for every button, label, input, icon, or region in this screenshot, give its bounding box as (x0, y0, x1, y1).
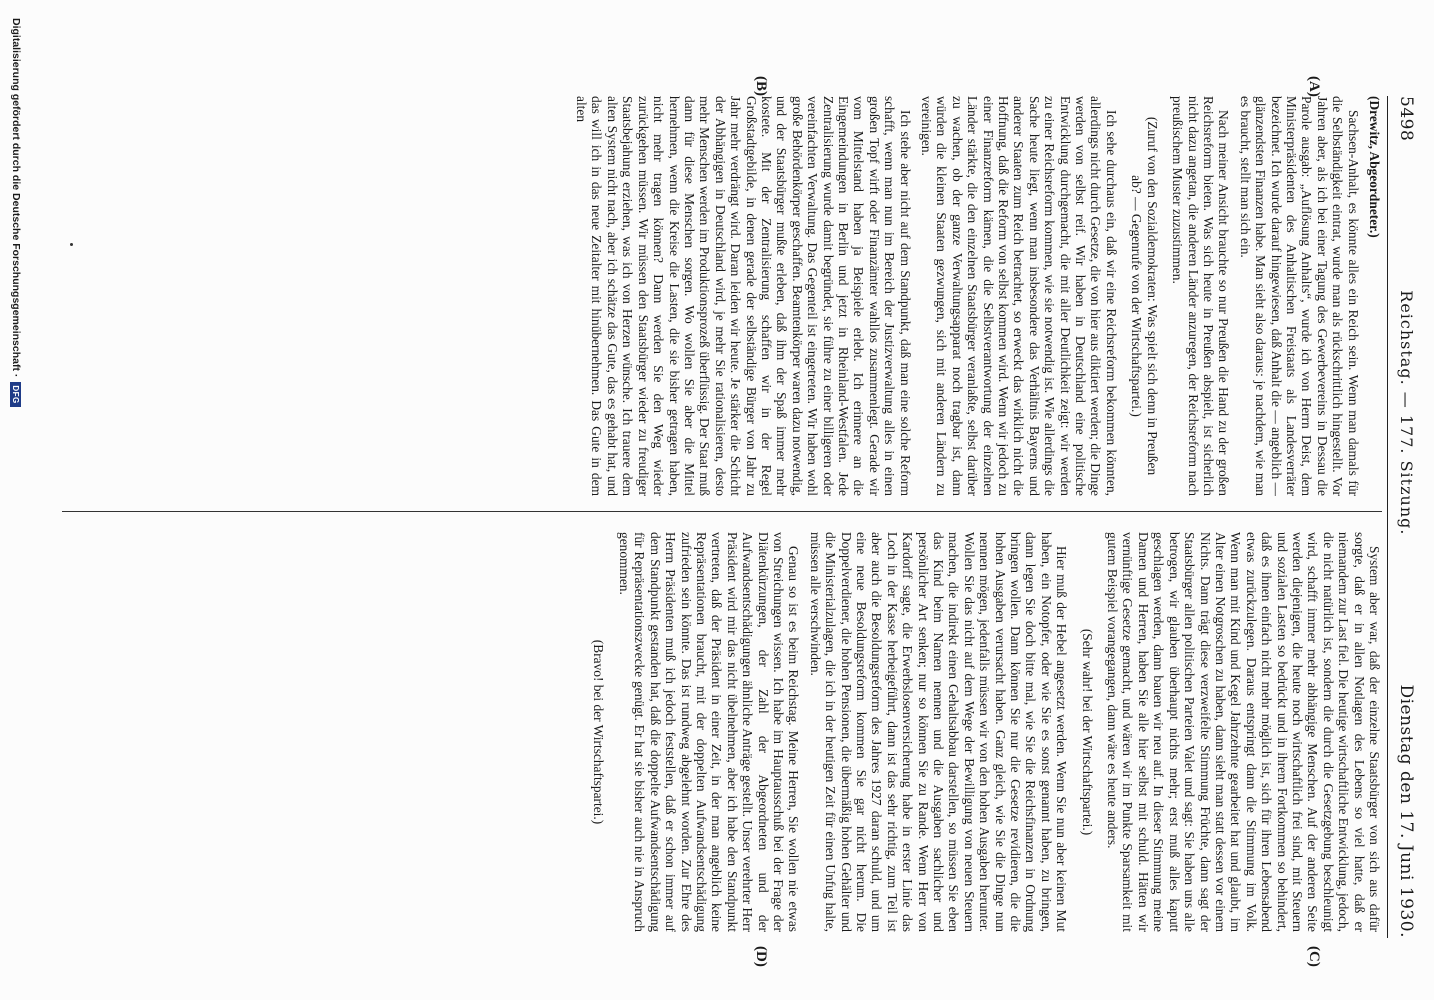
credit-text: Digitalisierung gefördert durch die Deutsche Forschungsgemeinschaft · (10, 18, 22, 378)
running-head (1396, 96, 1416, 938)
paragraph: Genau so ist es beim Reichstag. Meine Herren, Sie wollen nie etwas von Streichungen wissen. Ich habe im Hauptausschuß bei der Frage der Diätenkürzungen, der Zahl der Abgeordneten und der Aufwandsentschädigungen ähnliche Anträge gestellt. Unser verehrter Herr Präsident wird mir das nicht übelnehmen, aber ich habe den Standpunkt vertreten, daß der Präsident in einer Zeit, in der man angeblich keine Repräsentationen braucht, mit der doppelten Aufwandsentschädigung zufrieden sein könnte. Das ist rundweg abgelehnt worden. Zur Ehre des Herrn Präsidenten muß ich jedoch feststellen, daß er schon immer auf dem Standpunkt gestanden hat, daß die doppelte Aufwandsentschädigung für Repräsentationszwecke genügt. Er hat sie bisher auch nie in Anspruch genommen. (616, 532, 802, 932)
stage-direction: (Zuruf von den Sozialdemokraten: Was spielt sich denn in Preußen ab? — Gegenrufe von der Wirtschaftspartei.) (1129, 116, 1160, 476)
stage-direction: (Bravo! bei der Wirtschaftspartei.) (591, 639, 607, 825)
left-column (62, 96, 1382, 496)
paragraph: Ich sehe durchaus ein, daß wir eine Reichsreform bekommen könnten, allerdings nicht durch Gesetze, die von hier aus diktiert werden; die Dinge werden von selbst reif. Wir haben in Deutschland eine politische Entwicklung durchgemacht, die mit aller Deutlichkeit zeigt: wir werden zu einer Reichsreform kommen, wie sie notwendig ist. Wie allerdings die Sache heute liegt, wenn man insbesondere das Verhältnis Bayerns und anderer Staaten zum Reich betrachtet, so erweckt das wirklich nicht die Hoffnung, daß die Reform von selbst kommen wird. Wenn wir jedoch zu einer Finanzreform kämen, die die Selbstverantwortung der einzelnen Länder stärkte, die den einzelnen Staatsbürger veranlaßte, selbst darüber zu wachen, ob der ganze Verwaltungsapparat noch tragbar ist, dann würden die kleinen Staaten gezwungen, sich mit anderen Ländern zu vereinigen. (919, 96, 1119, 496)
paragraph: Ich stehe aber nicht auf dem Standpunkt, daß man eine solche Reform schafft, wenn man nun im Bereich der Justizverwaltung alles in einen großen Topf wirft oder Finanzämter wahllos zusammenlegt. Gerade wir vom Mittelstand haben ja Beispiele erlebt. Ich erinnere an die Eingemeindungen in Berlin und jetzt in Rheinland-Westfalen. Jede Zentralisierung wurde damit begründet, sie führe zu einer billigeren oder vereinfachten Verwaltung. Das Gegenteil ist eingetreten. Wir haben wohl große Behördenkörper geschaffen. Beamtenkörper waren dazu notwendig, und der Staatsbürger mußte erleben, daß ihm der Spaß immer mehr kostete. Mit der Zentralisierung schaffen wir in der Regel Großstadtgebilde, in denen gerade der selbständige Bürger von Jahr zu Jahr mehr verdrängt wird. Daran leiden wir heute. Je stärker die Schicht der Abhängigen in Deutschland wird, je mehr Sie rationalisieren, desto mehr Menschen werden im Produktionsprozeß überflüssig. Der Staat muß dann für diese Menschen sorgen. Wo wollen Sie aber die Mittel hernehmen, wenn die Kreise die Lasten, die sie bisher getragen haben, nicht mehr tragen können? Dann werden Sie den Weg wieder zurückgehen müssen. Wir müssen den Staatsbürger wieder zu freudiger Staatsbejahung erziehen, was ich von Herzen wünsche. Ich trauere dem alten System nicht nach, aber ich schätze das Gute, das es gehabt hat, und das will ich in das neue Zeitalter mit hinübernehmen. Das Gute in dem alten (574, 96, 913, 496)
stage-direction: (Sehr wahr! bei der Wirtschaftspartei.) (1079, 628, 1095, 836)
paragraph: System aber war, daß der einzelne Staatsbürger von sich aus dafür sorgte, daß er in allen Notlagen des Lebens so viel hatte, daß er niemandem zur Last fiel. Die heutige wirtschaftliche Entwicklung, jedoch, die nicht natürlich ist, sondern die durch die Gesetzgebung beschleunigt wird, schafft immer mehr abhängige Menschen. Auf der anderen Seite werden diejenigen, die heute noch wirtschaftlich frei sind, mit Steuern und sozialen Lasten so bedrückt und in ihrem Fortkommen so behindert, daß es ihnen einfach nicht mehr möglich ist, sich für ihren Lebensabend etwas zurückzulegen. Daraus entspringt dann die Stimmung im Volk. Wenn man mit Kind und Kegel Jahrzehnte gearbeitet hat und glaubt, im Alter einen Notgroschen zu haben, dann sieht man statt dessen vor einem Nichts. Dann trägt diese verzweifelte Stimmung Früchte, dann sagt der Staatsbürger allen politischen Parteien Valet und sagt: Sie haben uns alle betrogen, wir glauben überhaupt nichts mehr; erst muß alles kaputt geschlagen werden, dann bauen wir neu auf. In dieser Stimmung meine Damen und Herren, haben Sie alle hier selbst mit schuld. Hätten wir vernünftige Gesetze gemacht, und wären wir im Punkte Sparsamkeit mit gutem Beispiel vorangegangen, dann wäre es heute anders. (1105, 532, 1382, 932)
margin-marker-d: (D) (753, 946, 769, 967)
right-column (62, 532, 1382, 932)
session-date: Dienstag den 17. Juni 1930. (1396, 684, 1416, 938)
header-rule (1387, 96, 1388, 938)
paragraph: Sachsen-Anhalt, es könnte alles ein Reich sein. Wenn man damals für die Selbständigkeit eintrat, wurde man als rückschrittlich hingestellt. Vor Jahren aber, als ich bei einer Tagung des Gewerbevereins in Dessau die Parole ausgab: „Auflösung Anhalts“, wurde ich von Herrn Deist, dem Ministerpräsidenten des Anhaltischen Freistaats als Landesverräter bezeichnet. Ich wurde darauf hingewiesen, daß Anhalt die — angeblich — glänzendsten Finanzen habe. Man sieht also daraus: je nachdem, wie man es braucht, stellt man sich ein. (1237, 96, 1361, 496)
paragraph: Nach meiner Ansicht brauchte so nur Preußen die Hand zu der großen Reichsreform bieten. Was sich heute in Preußen abspielt, ist sicherlich nicht dazu angetan, die anderen Länder anzuregen, der Reichsreform nach preußischem Muster zuzustimmen. (1170, 96, 1232, 496)
column-divider (62, 511, 1382, 512)
margin-marker-c: (C) (1306, 946, 1322, 967)
scan-speck (70, 243, 73, 246)
page-number: 5498 (1396, 96, 1416, 142)
margin-marker-a: (A) (1306, 76, 1322, 97)
paragraph: Hier muß der Hebel angesetzt werden. Wenn Sie nun aber keinen Mut haben, ein Notopfer, oder wie Sie es sonst genannt haben, zu bringen, dann legen Sie doch bitte mal, wie Sie die Reichsfinanzen in Ordnung bringen wollen. Dann können Sie nur die Gesetze revidieren, die die hohen Ausgaben verursacht haben. Ganz gleich, wie Sie die Dinge nun nennen mögen, jedenfalls müssen wir von den hohen Ausgaben herunter. Wollen Sie das nicht auf dem Wege der Bewilligung von neuen Steuern machen, die indirekt einen Gehaltsabbau darstellen, so müssen Sie eben das Kind beim Namen nennen und die Ausgaben sachlicher und persönlicher Art senken; nur so können Sie zu Rande. Wenn Herr von Kardorff sagte, die Erwerbslosenversicherung habe in erster Linie das Loch in der Kasse herbeigeführt, dann ist das sehr richtig, zum Teil ist aber auch die Besoldungsreform des Jahres 1927 daran schuld, und um eine neue Besoldungsreform kommen Sie gar nicht herum. Die Doppelverdiener, die hohen Pensionen, die übermäßig hohen Gehälter und die Ministerialzulagen, die ich in der heutigen Zeit für einen Unfug halte, müssen alle verschwinden. (807, 532, 1070, 932)
speaker-label: (Drewitz, Abgeordneter.) (1367, 96, 1382, 238)
dfg-logo: DFG (11, 382, 22, 406)
digitization-credit (10, 18, 22, 407)
margin-marker-b: (B) (753, 76, 769, 96)
session-title: Reichstag. — 177. Sitzung. (1397, 290, 1416, 536)
